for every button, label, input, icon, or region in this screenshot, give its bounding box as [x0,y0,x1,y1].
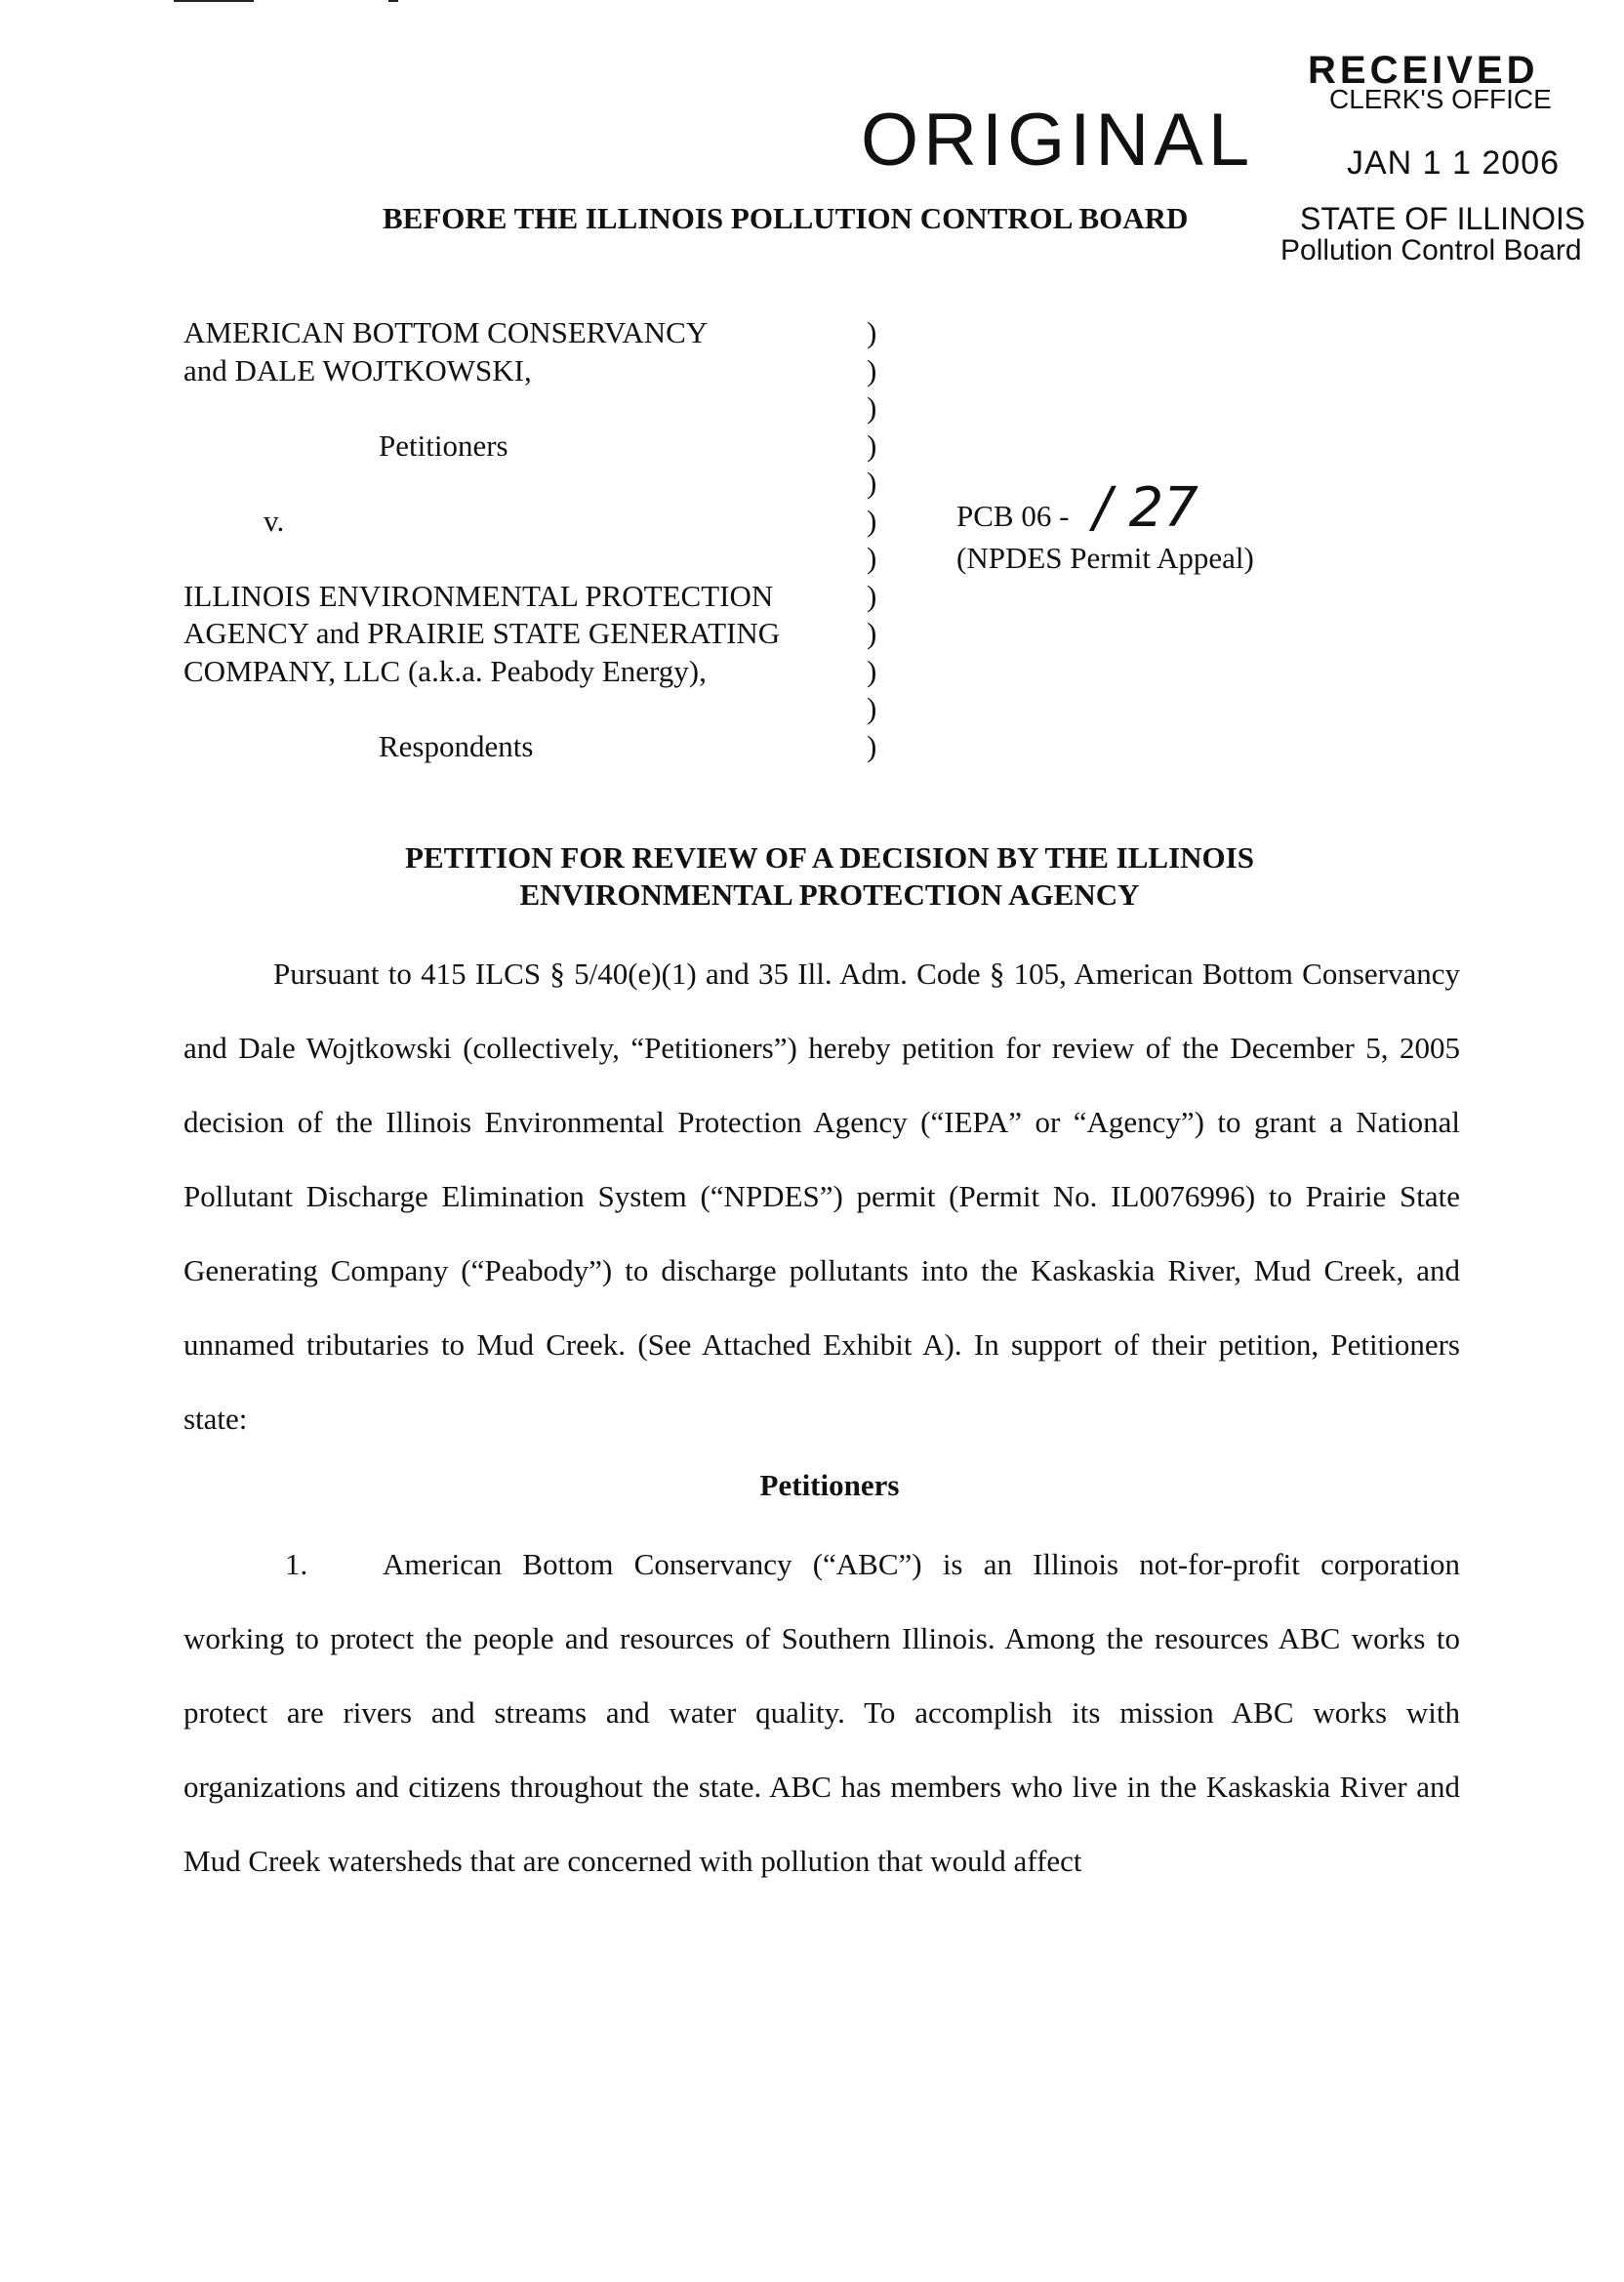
paragraph-text: American Bottom Conservancy (“ABC”) is an Illinois not-for-profit corporation working to protect the people and resources of Southern Illinois. Among the resources ABC works to protect are rivers and streams and water quality. To accomplish its mission ABC works with organizations and citizens throughout the state. ABC has members who live in the Kaskaskia River and Mud Creek watersheds that are concerned with pollution that would affect [183,1547,1460,1878]
caption-versus: v. [264,503,285,538]
caption-paren: ) [867,390,877,425]
paragraph-number: 1. [285,1547,308,1581]
scan-rule-mark [174,0,254,2]
caption-paren: ) [867,728,877,763]
caption-paren: ) [867,503,877,538]
caption-paren: ) [867,653,877,688]
caption-line [183,465,1062,503]
caption-line: and DALE WOJTKOWSKI, [183,352,532,387]
caption-petitioners: Petitioners [379,428,508,463]
caption-line: AMERICAN BOTTOM CONSERVANCY [183,315,709,349]
caption-line: COMPANY, LLC (a.k.a. Peabody Energy), [183,653,707,688]
board-stamp: Pollution Control Board [1280,234,1582,266]
caption-paren: ) [867,352,877,387]
caption-line: ILLINOIS ENVIRONMENTAL PROTECTION [183,578,774,613]
board-title: BEFORE THE ILLINOIS POLLUTION CONTROL BOARD [383,201,1189,235]
state-stamp: STATE OF ILLINOIS [1300,201,1586,236]
caption-paren: ) [867,428,877,463]
caption-line [183,690,1062,728]
caption-line [183,540,1062,578]
caption-paren: ) [867,541,877,575]
case-caption [183,314,1062,765]
scan-dot-mark [388,0,398,2]
clerks-office-stamp: CLERK'S OFFICE [1329,84,1552,114]
caption-paren-column [867,314,876,765]
caption-paren: ) [867,616,877,650]
case-number-handwritten: / 27 [1093,476,1198,540]
caption-paren: ) [867,466,877,500]
intro-paragraph: Pursuant to 415 ILCS § 5/40(e)(1) and 35 Ill. Adm. Code § 105, American Bottom Conservancy and Dale Wojtkowski (collectively, “Petitioners”) hereby petition for review of the December 5, 2005 decision of the Illinois Environmental Protection Agency (“IEPA” or “Agency”) to grant a National Pollutant Discharge Elimination System (“NPDES”) permit (Permit No. IL0076996) to Prairie State Generating Company (“Peabody”) to discharge pollutants into the Kaskaskia River, Mud Creek, and unnamed tributaries to Mud Creek. (See Attached Exhibit A). In support of their petition, Petitioners state: [183,957,1460,1436]
petition-title-line: ENVIRONMENTAL PROTECTION AGENCY [519,877,1140,912]
received-stamp: RECEIVED [1308,49,1539,92]
numbered-paragraph [183,1528,1460,1898]
petition-title-line: PETITION FOR REVIEW OF A DECISION BY THE ILLINOIS [405,840,1254,875]
section-heading: Petitioners [759,1468,900,1502]
caption-paren: ) [867,691,877,725]
case-type: (NPDES Permit Appeal) [956,541,1254,575]
caption-paren: ) [867,578,877,613]
caption-line [183,389,1062,428]
caption-respondents: Respondents [379,728,534,763]
caption-line: AGENCY and PRAIRIE STATE GENERATING [183,616,781,650]
petition-title [137,839,1522,914]
caption-paren: ) [867,315,877,349]
case-number-prefix: PCB 06 - [956,499,1070,533]
original-stamp: ORIGINAL [861,99,1255,182]
received-date-stamp: JAN 1 1 2006 [1347,144,1561,182]
